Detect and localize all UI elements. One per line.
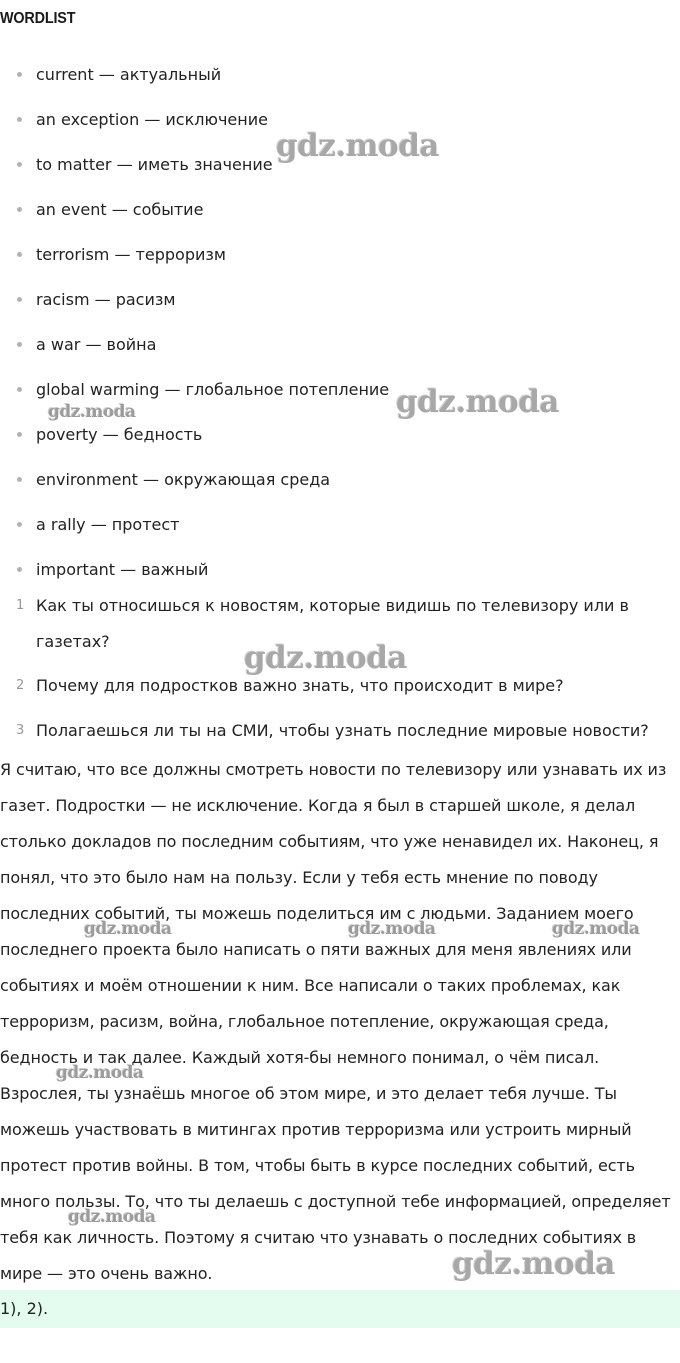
list-item (0, 142, 680, 187)
bullet-icon (17, 387, 22, 392)
bullet-icon (17, 117, 22, 122)
list-item (0, 52, 680, 97)
question-number: 3 (16, 723, 25, 738)
answer-result: 1), 2). (0, 1299, 49, 1318)
question-text: Полагаешься ли ты на СМИ, чтобы узнать последние мировые новости? (36, 721, 649, 740)
list-item (0, 412, 680, 457)
wordlist-entry: to matter — иметь значение (36, 155, 273, 174)
watermark-logo: gdz.moda (452, 1246, 615, 1282)
question-text: Почему для подростков важно знать, что происходит в мире? (36, 676, 564, 695)
wordlist-entry: environment — окружающая среда (36, 470, 331, 489)
wordlist-entry: racism — расизм (36, 290, 176, 309)
bullet-icon (17, 207, 22, 212)
question-item (0, 588, 680, 668)
watermark-logo: gdz.moda (244, 640, 407, 676)
list-item (0, 367, 680, 412)
wordlist-entry: a war — война (36, 335, 157, 354)
list-item (0, 97, 680, 142)
answer-result-box (0, 1290, 680, 1328)
wordlist-entry: global warming — глобальное потепление (36, 380, 390, 399)
list-item (0, 457, 680, 502)
list-item (0, 277, 680, 322)
wordlist-entry: terrorism — терроризм (36, 245, 226, 264)
bullet-icon (17, 567, 22, 572)
list-item (0, 232, 680, 277)
list-item (0, 322, 680, 367)
question-item (0, 668, 680, 713)
question-number: 2 (16, 678, 25, 693)
wordlist-entry: current — актуальный (36, 65, 222, 84)
watermark-logo: gdz.moda (396, 384, 559, 420)
watermark-logo: gdz.moda (348, 919, 436, 939)
question-text: Как ты относишься к новостям, которые видишь по телевизору или в газетах? (36, 596, 629, 651)
watermark-logo: gdz.moda (56, 1063, 144, 1083)
bullet-icon (17, 162, 22, 167)
answer-paragraph: Я считаю, что все должны смотреть новости по телевизору или узнавать их из газет. Подростки — не исключение. Когда я был в старшей школе, я делал столько докладов по последним событиям, что уже ненавидел их. Наконец, я понял, что это было нам на пользу. Если у тебя есть мнение по поводу последних событий, ты можешь поделиться им с людьми. Заданием моего последнего проекта было написать о пяти важных для меня явлениях или событиях и моём отношении к ним. Все написали о таких проблемах, как терроризм, расизм, война, глобальное потепление, окружающая среда, бедность и так далее. Каждый хотя-бы немного понимал, о чём писал. Взрослея, ты узнаёшь многое об этом мире, и это делает тебя лучше. Ты можешь участвовать в митингах против терроризма или устроить мирный протест против войны. В том, чтобы быть в курсе последних событий, есть много пользы. То, что ты делаешь с доступной тебе информацией, определяет тебя как личность. Поэтому я считаю что узнавать о последних событиях в мире — это очень важно. (0, 760, 671, 1283)
list-item (0, 547, 680, 592)
watermark-logo: gdz.moda (276, 128, 439, 164)
list-item (0, 502, 680, 547)
list-item (0, 187, 680, 232)
wordlist-entry: important — важный (36, 560, 209, 579)
wordlist-entry: a rally — протест (36, 515, 180, 534)
bullet-icon (17, 432, 22, 437)
bullet-icon (17, 72, 22, 77)
watermark-logo: gdz.moda (552, 919, 640, 939)
bullet-icon (17, 522, 22, 527)
wordlist-entry: an event — событие (36, 200, 204, 219)
bullet-icon (17, 297, 22, 302)
watermark-logo: gdz.moda (84, 919, 172, 939)
bullet-icon (17, 342, 22, 347)
question-number: 1 (16, 598, 25, 613)
question-list (0, 588, 680, 758)
watermark-logo: gdz.moda (68, 1207, 156, 1227)
wordlist-entry: poverty — бедность (36, 425, 203, 444)
bullet-icon (17, 477, 22, 482)
watermark-logo: gdz.moda (48, 402, 136, 422)
page-title: WORDLIST (0, 10, 76, 27)
wordlist-entry: an exception — исключение (36, 110, 268, 129)
wordlist (0, 52, 680, 592)
bullet-icon (17, 252, 22, 257)
